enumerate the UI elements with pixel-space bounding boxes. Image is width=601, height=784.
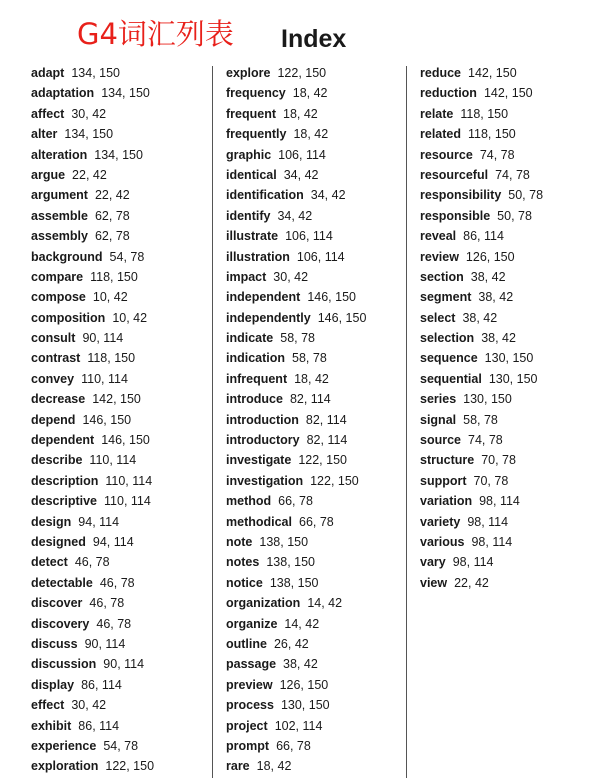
- index-word: compose: [31, 290, 86, 305]
- index-entry: [31, 290, 216, 310]
- page-numbers: 34, 42: [310, 188, 346, 203]
- page-numbers: 74, 78: [468, 433, 503, 448]
- index-word: section: [420, 269, 464, 284]
- column-divider-2: [406, 66, 407, 778]
- index-entry: [226, 188, 411, 208]
- index-word: detect: [31, 555, 68, 570]
- index-word: frequency: [226, 86, 286, 101]
- index-word: select: [420, 310, 456, 325]
- index-entry: [226, 555, 411, 575]
- page-numbers: 118, 150: [90, 269, 138, 284]
- index-entry: [420, 188, 601, 208]
- page-numbers: 94, 114: [78, 514, 120, 529]
- index-entry: [31, 311, 216, 331]
- page-numbers: 110, 114: [104, 494, 151, 509]
- page-numbers: 106, 114: [296, 249, 345, 264]
- index-word: designed: [31, 534, 86, 549]
- page-numbers: 22, 42: [72, 167, 107, 182]
- index-word: introductory: [226, 433, 300, 448]
- index-entry: [226, 392, 411, 412]
- index-entry: [226, 494, 411, 514]
- index-word: descriptive: [31, 494, 98, 509]
- index-word: describe: [31, 453, 83, 468]
- page-numbers: 66, 78: [276, 738, 311, 753]
- index-word: sequence: [420, 351, 478, 366]
- page-numbers: 118, 150: [468, 127, 516, 142]
- page-numbers: 18, 42: [283, 106, 318, 121]
- index-entry: [226, 698, 411, 718]
- index-entry: [226, 413, 411, 433]
- page-numbers: 122, 150: [277, 66, 327, 80]
- page-numbers: 130, 150: [463, 392, 512, 407]
- page-numbers: 90, 114: [103, 657, 145, 672]
- index-entry: [226, 290, 411, 310]
- index-entry: [420, 494, 601, 514]
- index-word: detectable: [31, 575, 93, 590]
- index-word: decrease: [31, 392, 86, 407]
- index-column-2: [226, 66, 411, 780]
- index-entry: [31, 555, 216, 575]
- page-numbers: 126, 150: [279, 677, 329, 692]
- index-word: independent: [226, 290, 301, 305]
- page-numbers: 14, 42: [307, 596, 343, 611]
- index-entry: [226, 576, 411, 596]
- index-entry: [226, 739, 411, 759]
- index-word: notice: [226, 575, 263, 590]
- index-word: graphic: [226, 147, 272, 162]
- index-entry: [31, 66, 216, 86]
- page-numbers: 146, 150: [82, 412, 132, 427]
- index-word: argument: [31, 188, 88, 203]
- index-word: frequently: [226, 127, 287, 142]
- page-numbers: 30, 42: [273, 269, 309, 284]
- index-word: depend: [31, 412, 76, 427]
- page-numbers: 142, 150: [92, 392, 141, 407]
- index-word: design: [31, 514, 72, 529]
- page-numbers: 98, 114: [467, 514, 509, 529]
- index-entry: [31, 474, 216, 494]
- page-numbers: 54, 78: [103, 738, 139, 753]
- page-numbers: 98, 114: [471, 534, 513, 549]
- index-entry: [31, 739, 216, 759]
- page-numbers: 130, 150: [488, 371, 538, 386]
- index-word: segment: [420, 290, 472, 305]
- index-word: view: [420, 575, 448, 590]
- index-entry: [31, 127, 216, 147]
- page-numbers: 118, 150: [87, 351, 136, 366]
- index-entry: [31, 392, 216, 412]
- page-numbers: 10, 42: [92, 290, 128, 305]
- index-entry: [31, 617, 216, 637]
- page-numbers: 134, 150: [71, 66, 121, 80]
- index-word: vary: [420, 555, 446, 570]
- page-numbers: 58, 78: [280, 331, 316, 346]
- index-entry: [31, 515, 216, 535]
- index-entry: [226, 270, 411, 290]
- index-entry: [31, 188, 216, 208]
- index-word: assemble: [31, 208, 88, 223]
- page-numbers: 146, 150: [307, 290, 356, 305]
- page-numbers: 74, 78: [495, 167, 530, 182]
- index-entry: [226, 657, 411, 677]
- index-entry: [420, 107, 601, 127]
- index-entry: [31, 433, 216, 453]
- index-word: exhibit: [31, 718, 72, 733]
- index-word: responsible: [420, 208, 491, 223]
- page-numbers: 30, 42: [71, 106, 107, 121]
- index-word: support: [420, 473, 467, 488]
- index-entry: [420, 311, 601, 331]
- index-word: identical: [226, 167, 277, 182]
- index-entry: [226, 250, 411, 270]
- index-word: discuss: [31, 636, 78, 651]
- page-numbers: 110, 114: [89, 453, 137, 468]
- index-word: prompt: [226, 738, 270, 753]
- index-entry: [420, 229, 601, 249]
- page-numbers: 38, 42: [478, 290, 514, 305]
- page-numbers: 46, 78: [74, 555, 110, 570]
- index-entry: [226, 719, 411, 739]
- index-entry: [31, 372, 216, 392]
- index-word: series: [420, 392, 457, 407]
- index-word: identification: [226, 188, 304, 203]
- page-numbers: 38, 42: [481, 331, 516, 346]
- index-entry: [226, 331, 411, 351]
- index-word: assembly: [31, 229, 88, 244]
- page-numbers: 106, 114: [278, 147, 326, 162]
- page-numbers: 58, 78: [463, 412, 498, 427]
- index-entry: [31, 86, 216, 106]
- page-numbers: 82, 114: [306, 433, 348, 448]
- index-entry: [31, 698, 216, 718]
- page-numbers: 94, 114: [92, 534, 134, 549]
- index-entry: [226, 617, 411, 637]
- index-word: contrast: [31, 351, 81, 366]
- index-word: convey: [31, 371, 75, 386]
- page-numbers: 98, 114: [479, 494, 520, 509]
- index-word: notes: [226, 555, 260, 570]
- index-word: illustrate: [226, 229, 279, 244]
- index-entry: [420, 433, 601, 453]
- index-word: reduction: [420, 86, 477, 101]
- index-entry: [420, 290, 601, 310]
- index-word: consult: [31, 331, 76, 346]
- index-entry: [420, 555, 601, 575]
- index-entry: [226, 107, 411, 127]
- page-numbers: 126, 150: [465, 249, 515, 264]
- page-numbers: 66, 78: [278, 494, 313, 509]
- index-entry: [226, 637, 411, 657]
- index-word: organize: [226, 616, 278, 631]
- index-column-3: [420, 66, 601, 596]
- page-numbers: 26, 42: [273, 636, 309, 651]
- page-numbers: 46, 78: [99, 575, 135, 590]
- index-entry: [226, 372, 411, 392]
- page-numbers: 138, 150: [269, 575, 319, 590]
- index-entry: [420, 392, 601, 412]
- page-numbers: 98, 114: [452, 555, 494, 570]
- index-word: variety: [420, 514, 461, 529]
- index-entry: [31, 535, 216, 555]
- page-numbers: 22, 42: [94, 188, 130, 203]
- index-entry: [226, 148, 411, 168]
- index-word: alter: [31, 127, 58, 142]
- index-word: organization: [226, 596, 301, 611]
- index-entry: [420, 127, 601, 147]
- page-numbers: 50, 78: [508, 188, 544, 203]
- index-word: reveal: [420, 229, 457, 244]
- index-entry: [31, 270, 216, 290]
- page-numbers: 34, 42: [277, 208, 313, 223]
- page-numbers: 14, 42: [284, 616, 320, 631]
- index-word: description: [31, 473, 99, 488]
- page-numbers: 62, 78: [94, 229, 130, 244]
- page-numbers: 30, 42: [71, 698, 107, 713]
- index-entry: [31, 719, 216, 739]
- page-numbers: 38, 42: [462, 310, 498, 325]
- index-word: indication: [226, 351, 286, 366]
- index-word: methodical: [226, 514, 292, 529]
- index-entry: [226, 209, 411, 229]
- page-numbers: 18, 42: [256, 759, 292, 774]
- page-numbers: 58, 78: [292, 351, 327, 366]
- index-entry: [420, 168, 601, 188]
- index-word: source: [420, 433, 461, 448]
- index-entry: [226, 311, 411, 331]
- page-numbers: 90, 114: [84, 636, 126, 651]
- index-entry: [420, 372, 601, 392]
- index-word: structure: [420, 453, 475, 468]
- page-numbers: 110, 114: [105, 473, 153, 488]
- page-numbers: 38, 42: [470, 269, 506, 284]
- index-word: adaptation: [31, 86, 95, 101]
- index-word: investigate: [226, 453, 292, 468]
- index-entry: [226, 351, 411, 371]
- index-word: responsibility: [420, 188, 502, 203]
- index-entry: [226, 535, 411, 555]
- index-word: argue: [31, 167, 66, 182]
- page-numbers: 82, 114: [289, 392, 331, 407]
- page-numbers: 46, 78: [96, 616, 132, 631]
- page-numbers: 110, 114: [81, 371, 128, 386]
- index-entry: [31, 759, 216, 779]
- page-numbers: 70, 78: [481, 453, 516, 468]
- index-entry: [420, 66, 601, 86]
- index-entry: [226, 86, 411, 106]
- index-entry: [420, 209, 601, 229]
- index-entry: [420, 515, 601, 535]
- index-entry: [226, 66, 411, 86]
- index-entry: [31, 637, 216, 657]
- page-numbers: 70, 78: [473, 473, 509, 488]
- index-word: preview: [226, 677, 273, 692]
- index-entry: [31, 107, 216, 127]
- index-word: outline: [226, 636, 267, 651]
- page-numbers: 62, 78: [94, 208, 130, 223]
- page-numbers: 86, 114: [463, 229, 504, 244]
- page-numbers: 22, 42: [454, 575, 489, 590]
- index-entry: [420, 351, 601, 371]
- index-word: introduction: [226, 412, 299, 427]
- index-entry: [31, 576, 216, 596]
- index-entry: [31, 413, 216, 433]
- index-word: review: [420, 249, 459, 264]
- index-word: dependent: [31, 433, 95, 448]
- index-entry: [31, 209, 216, 229]
- page-numbers: 122, 150: [105, 759, 155, 774]
- index-word: rare: [226, 759, 250, 774]
- page-numbers: 82, 114: [305, 412, 347, 427]
- page-numbers: 134, 150: [94, 147, 143, 162]
- index-word: impact: [226, 269, 267, 284]
- page-numbers: 146, 150: [317, 310, 367, 325]
- index-entry: [31, 351, 216, 371]
- page-numbers: 122, 150: [298, 453, 347, 468]
- index-word: display: [31, 677, 75, 692]
- index-word: infrequent: [226, 371, 288, 386]
- index-entry: [420, 453, 601, 473]
- index-entry: [420, 86, 601, 106]
- index-word: discover: [31, 596, 83, 611]
- page-numbers: 102, 114: [274, 718, 323, 733]
- index-entry: [31, 331, 216, 351]
- index-word: adapt: [31, 66, 65, 80]
- index-entry: [31, 250, 216, 270]
- index-word: related: [420, 127, 461, 142]
- index-entry: [31, 678, 216, 698]
- page-numbers: 134, 150: [101, 86, 150, 101]
- index-word: experience: [31, 738, 97, 753]
- index-entry: [226, 474, 411, 494]
- index-entry: [420, 250, 601, 270]
- page-numbers: 34, 42: [283, 167, 319, 182]
- page-numbers: 90, 114: [82, 331, 124, 346]
- page-numbers: 10, 42: [112, 310, 148, 325]
- index-word: investigation: [226, 473, 304, 488]
- index-word: selection: [420, 331, 475, 346]
- index-word: sequential: [420, 371, 482, 386]
- index-word: signal: [420, 412, 457, 427]
- page-numbers: 74, 78: [479, 147, 515, 162]
- page-numbers: 142, 150: [468, 66, 517, 80]
- index-word: note: [226, 534, 253, 549]
- page-numbers: 138, 150: [266, 555, 316, 570]
- index-word: introduce: [226, 392, 283, 407]
- index-word: exploration: [31, 759, 99, 774]
- index-entry: [226, 515, 411, 535]
- index-entry: [226, 596, 411, 616]
- index-word: method: [226, 494, 272, 509]
- index-entry: [420, 331, 601, 351]
- index-word: resourceful: [420, 167, 489, 182]
- chinese-title: G4词汇列表: [77, 17, 234, 51]
- index-entry: [226, 678, 411, 698]
- index-entry: [31, 229, 216, 249]
- page-numbers: 46, 78: [89, 596, 125, 611]
- page-numbers: 18, 42: [294, 371, 329, 386]
- index-word: various: [420, 534, 465, 549]
- index-word: passage: [226, 657, 277, 672]
- index-title: Index: [281, 25, 347, 53]
- index-entry: [226, 433, 411, 453]
- index-entry: [31, 148, 216, 168]
- page-numbers: 130, 150: [280, 698, 330, 713]
- page-numbers: 86, 114: [81, 677, 122, 692]
- index-entry: [31, 453, 216, 473]
- page-numbers: 106, 114: [285, 229, 333, 244]
- page-numbers: 18, 42: [293, 127, 329, 142]
- index-entry: [420, 474, 601, 494]
- index-entry: [420, 148, 601, 168]
- page-numbers: 18, 42: [292, 86, 328, 101]
- column-divider-1: [212, 66, 213, 778]
- page-numbers: 138, 150: [259, 534, 309, 549]
- page-numbers: 86, 114: [78, 718, 120, 733]
- index-word: background: [31, 249, 103, 264]
- index-word: resource: [420, 147, 473, 162]
- index-word: variation: [420, 494, 473, 509]
- page-numbers: 146, 150: [101, 433, 150, 448]
- index-entry: [226, 453, 411, 473]
- index-word: project: [226, 718, 268, 733]
- index-column-1: [31, 66, 216, 780]
- index-word: affect: [31, 106, 65, 121]
- index-entry: [31, 657, 216, 677]
- index-word: illustration: [226, 249, 290, 264]
- index-entry: [226, 127, 411, 147]
- index-entry: [420, 535, 601, 555]
- page-numbers: 54, 78: [109, 249, 145, 264]
- page-numbers: 118, 150: [460, 106, 509, 121]
- index-entry: [31, 596, 216, 616]
- index-entry: [226, 168, 411, 188]
- page-numbers: 50, 78: [497, 208, 532, 223]
- index-word: reduce: [420, 66, 461, 80]
- page-numbers: 142, 150: [483, 86, 533, 101]
- index-entry: [31, 494, 216, 514]
- index-entry: [226, 759, 411, 779]
- index-entry: [31, 168, 216, 188]
- index-word: effect: [31, 698, 65, 713]
- index-entry: [420, 413, 601, 433]
- page-numbers: 130, 150: [484, 351, 534, 366]
- index-word: indicate: [226, 331, 274, 346]
- index-word: relate: [420, 106, 454, 121]
- page-numbers: 122, 150: [310, 473, 359, 488]
- page-numbers: 38, 42: [283, 657, 318, 672]
- index-word: explore: [226, 66, 271, 80]
- index-word: identify: [226, 208, 271, 223]
- page-numbers: 134, 150: [64, 127, 114, 142]
- index-word: frequent: [226, 106, 276, 121]
- index-word: alteration: [31, 147, 88, 162]
- page-numbers: 66, 78: [299, 514, 334, 529]
- index-word: independently: [226, 310, 311, 325]
- index-word: discussion: [31, 657, 97, 672]
- index-word: composition: [31, 310, 106, 325]
- index-word: compare: [31, 269, 84, 284]
- index-entry: [226, 229, 411, 249]
- index-entry: [420, 270, 601, 290]
- index-entry: [420, 576, 601, 596]
- index-word: discovery: [31, 616, 90, 631]
- index-word: process: [226, 698, 274, 713]
